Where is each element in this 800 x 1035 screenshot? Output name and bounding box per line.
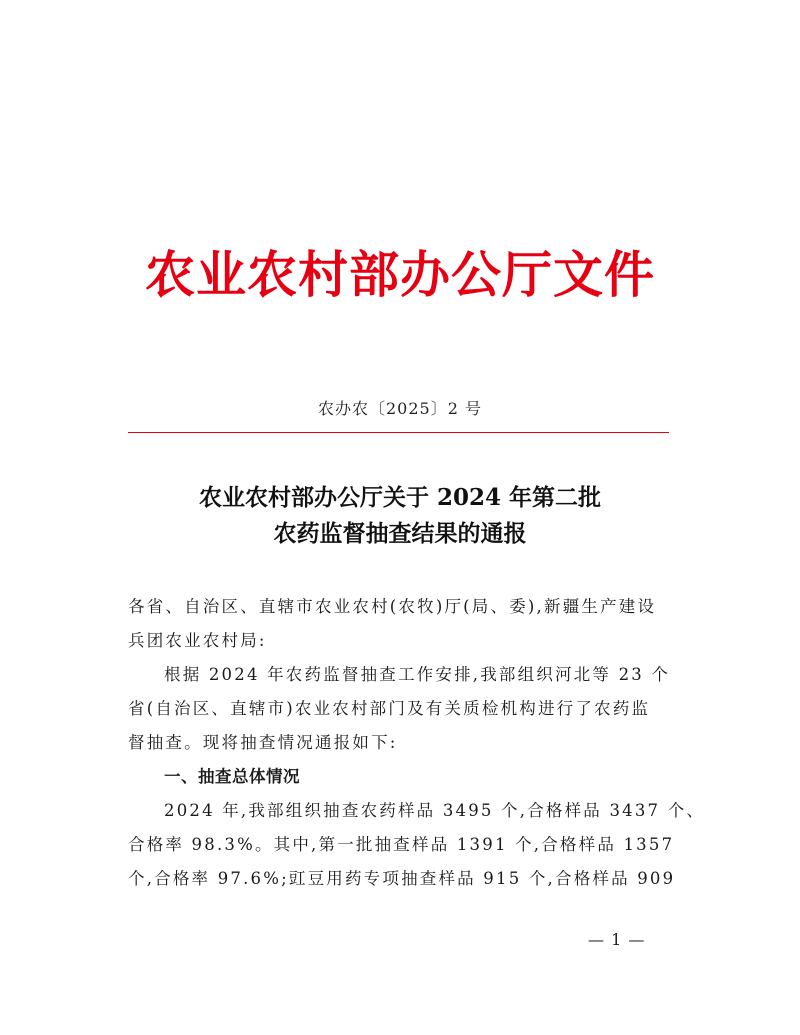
paragraph-2-line-2: 合格率 98.3%。其中,第一批抽查样品 1391 个,合格样品 1357 <box>128 835 675 854</box>
document-body <box>128 590 706 896</box>
paragraph-2 <box>128 794 706 896</box>
title-line-1: 农业农村部办公厅关于 2024 年第二批 <box>198 484 602 511</box>
red-divider <box>128 432 669 433</box>
section-1-heading: 一、抽查总体情况 <box>164 767 300 786</box>
paragraph-1-line-3: 督抽查。现将抽查情况通报如下: <box>128 733 398 752</box>
document-number: 农办农〔2025〕2 号 <box>318 399 482 418</box>
salutation-line-2: 兵团农业农村局: <box>128 631 267 650</box>
salutation <box>128 590 673 658</box>
paragraph-1-line-1: 根据 2024 年农药监督抽查工作安排,我部组织河北等 23 个 <box>164 665 671 684</box>
paragraph-1-line-2: 省(自治区、直辖市)农业农村部门及有关质检机构进行了农药监 <box>128 699 651 718</box>
document-title <box>0 480 800 552</box>
paragraph-1 <box>128 658 673 760</box>
page-number: — 1 — <box>588 930 646 949</box>
title-line-2: 农药监督抽查结果的通报 <box>273 520 527 547</box>
paragraph-2-line-1: 2024 年,我部组织抽查农药样品 3495 个,合格样品 3437 个、 <box>164 801 706 820</box>
issuer-title: 农业农村部办公厅文件 <box>145 245 655 304</box>
salutation-line-1: 各省、自治区、直辖市农业农村(农牧)厅(局、委),新疆生产建设 <box>128 597 657 616</box>
paragraph-2-line-3: 个,合格率 97.6%;豇豆用药专项抽查样品 915 个,合格样品 909 <box>128 869 676 888</box>
